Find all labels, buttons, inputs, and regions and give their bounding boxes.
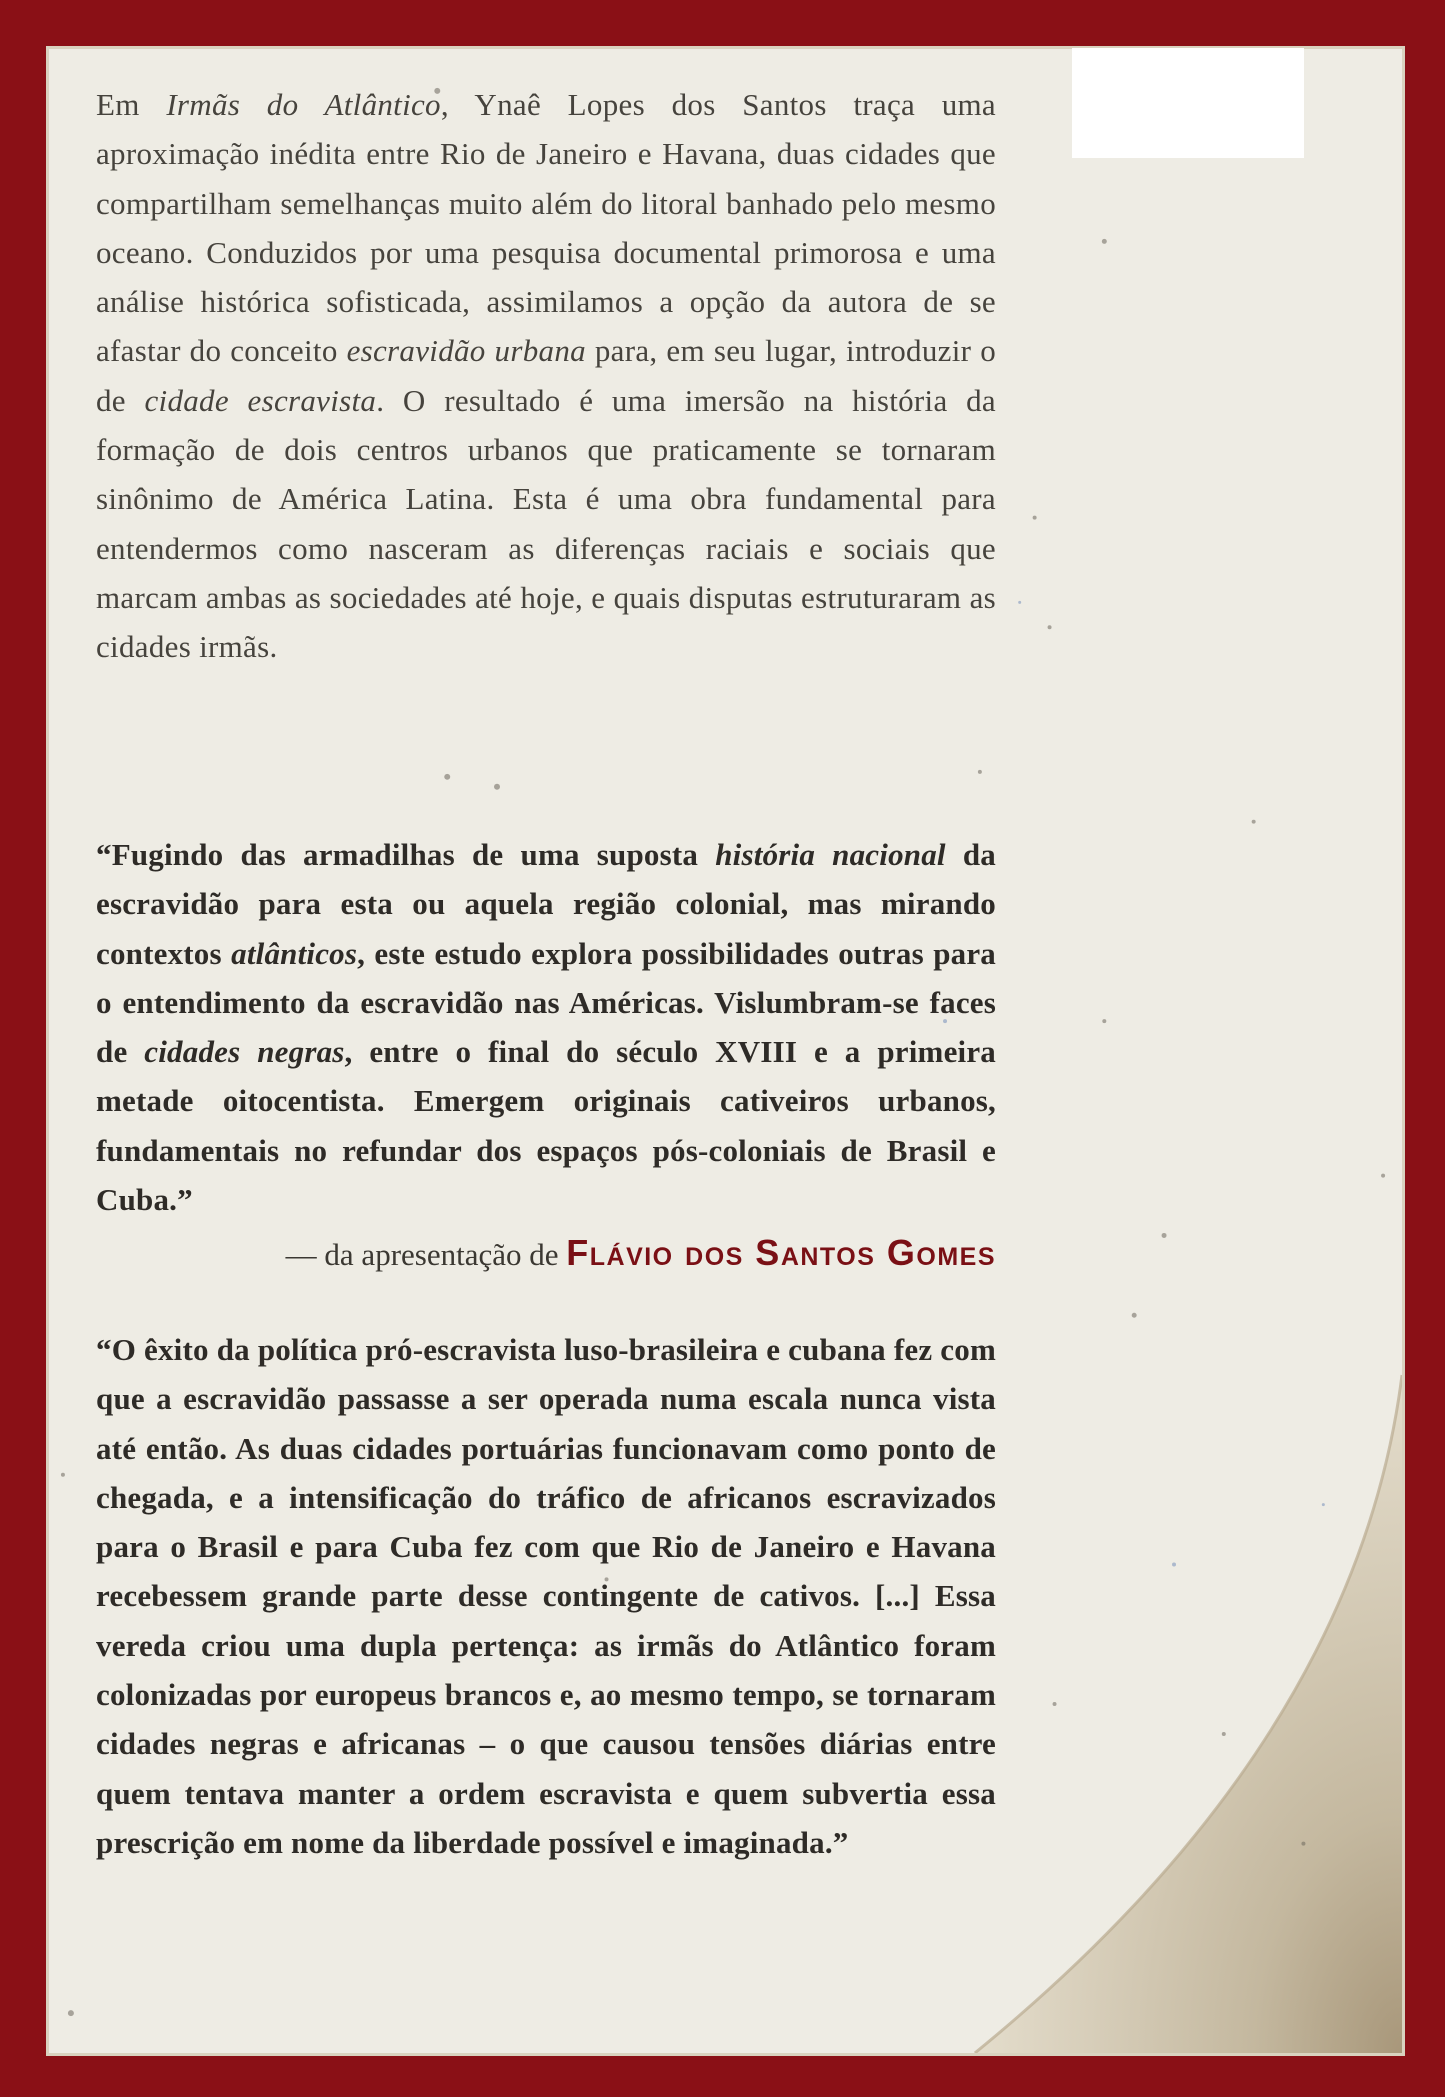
blurb-quote-2 — [96, 1325, 996, 1867]
quote1-text-2: da escravidão para esta ou aquela região colonial, mas mirando contextos — [96, 837, 996, 971]
attribution-author-name: Flávio dos Santos Gomes — [566, 1232, 996, 1273]
synopsis-text-2: , Ynaê Lopes dos Santos traça uma aproximação inédita entre Rio de Janeiro e Havana, duas cidades que compartilham semelhanças muito além do litoral banhado pelo mesmo oceano. Conduzidos por uma pesquisa documental primorosa e uma análise histórica sofisticada, assimilamos a opção da autora de se afastar do conceito — [96, 87, 996, 369]
synopsis-text-1: Em — [96, 87, 167, 122]
quote1-italic-2: atlânticos — [231, 935, 358, 971]
synopsis-italic-2: escravidão urbana — [346, 333, 586, 369]
quote1-italic-1: história nacional — [715, 837, 946, 872]
book-title-italic: Irmãs do Atlântico — [166, 87, 441, 122]
quote1-text-1: “Fugindo das armadilhas de uma suposta — [96, 837, 716, 872]
quote1-text-4: , entre o final do século XVIII e a primeira metade oitocentista. Emergem originais cativeiros urbanos, fundamentais no refundar dos espaços pós-coloniais de Brasil e Cuba.” — [96, 1034, 997, 1218]
attribution-prefix: — da apresentação de — [285, 1237, 567, 1272]
synopsis-text-3: para, em seu lugar, introduzir o de — [96, 333, 996, 418]
synopsis-text-4: . O resultado é uma imersão na história da formação de dois centros urbanos que praticamente se tornaram sinônimo de América Latina. Esta é uma obra fundamental para entendermos como nasceram as diferenças raciais e sociais que marcam ambas as sociedades até hoje, e quais disputas estruturaram as cidades irmãs. — [96, 382, 996, 665]
quote2-text: “O êxito da política pró-escravista luso-brasileira e cubana fez com que a escravidão passasse a ser operada numa escala nunca vista até então. As duas cidades portuárias funcionavam como ponto de chegada, e a intensificação do tráfico de africanos escravizados para o Brasil e para Cuba fez com que Rio de Janeiro e Havana recebessem grande parte desse contingente de cativos. [...] Essa vereda criou uma dupla pertença: as irmãs do Atlântico foram colonizadas por europeus brancos e, ao mesmo tempo, se tornaram cidades negras e africanas – o que causou tensões diárias entre quem tentava manter a ordem escravista e quem subvertia essa prescrição em nome da liberdade possível e imaginada.” — [96, 1332, 996, 1860]
barcode-label-area — [1072, 48, 1304, 158]
blurb-quote-1 — [96, 830, 996, 1224]
quote1-italic-3: cidades negras — [144, 1034, 345, 1070]
quote1-attribution — [96, 1232, 996, 1274]
synopsis-italic-3: cidade escravista — [144, 382, 377, 418]
quote1-text-3: , este estudo explora possibilidades outras para o entendimento da escravidão nas Américas. Vislumbram-se faces de — [96, 935, 996, 1070]
synopsis-paragraph — [96, 80, 996, 672]
